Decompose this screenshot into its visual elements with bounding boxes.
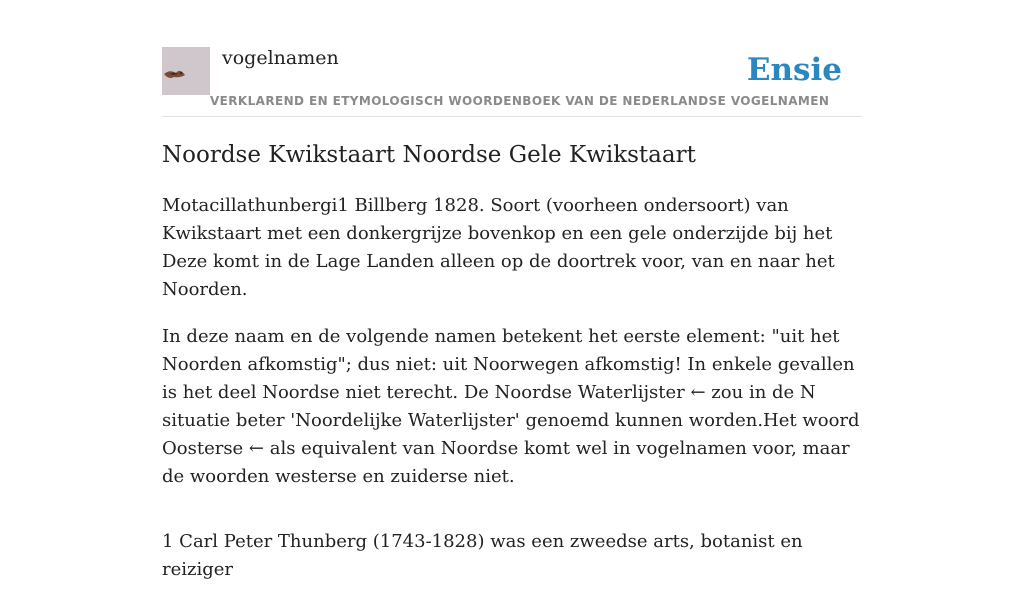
dictionary-name-link[interactable]: vogelnamen [222,47,339,69]
entry-paragraph-2: In deze naam en de volgende namen betekent het eerste element: "uit het Noorden afkomstig"; dus niet: uit Noorwegen afkomstig! In enkele gevallen is het deel Noordse niet terecht. De Noordse Waterlijster ← zou in de N situatie beter 'Noordelijke Waterlijster' genoemd kunnen worden.Het woord Oosterse ← als equivalent van Noordse komt wel in vogelnamen voor, maar de woorden westerse en zuiderse niet. [162,326,860,487]
ensie-logo[interactable]: Ensie [746,52,842,88]
bird-avatar-icon[interactable] [162,47,210,95]
entry-content [162,192,862,603]
dictionary-subtitle: VERKLAREND EN ETYMOLOGISCH WOORDENBOEK VAN DE NEDERLANDSE VOGELNAMEN [210,94,830,108]
entry-paragraph-1: Motacillathunbergi1 Billberg 1828. Soort (voorheen ondersoort) van Kwikstaart met een donkergrijze bovenkop en een gele onderzijde bij het Deze komt in de Lage Landen alleen op de doortrek voor, van en naar het Noorden. [162,195,835,300]
site-header [162,46,862,117]
entry-footnote: 1 Carl Peter Thunberg (1743-1828) was een zweedse arts, botanist en reiziger [162,531,803,580]
bird-icon [162,47,210,95]
entry-title: Noordse Kwikstaart Noordse Gele Kwikstaart [162,142,696,168]
